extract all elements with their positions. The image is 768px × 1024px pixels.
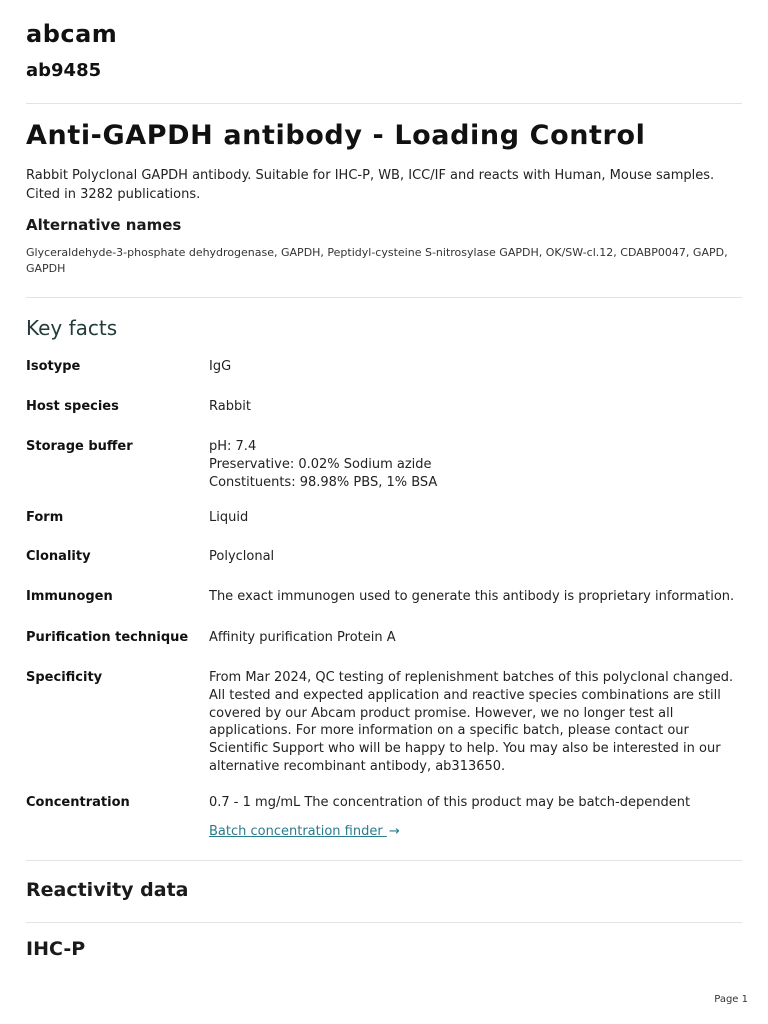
value-line: The exact immunogen used to generate this antibody is proprietary information. [209,589,735,604]
divider [26,860,742,861]
key-fact-value-specificity [209,669,739,776]
key-fact-value-concentration [209,794,739,812]
value-line: Polyclonal [209,549,275,564]
value-line: Scientific Support who will be happy to help. You may also be interested in our [209,741,721,757]
arrow-right-icon: → [388,824,400,839]
batch-concentration-finder-link[interactable] [209,824,400,839]
abcam-logo[interactable]: abcam [26,20,118,48]
value-line: From Mar 2024, QC testing of replenishment batches of this polyclonal changed. [209,670,734,685]
value-line: 0.7 - 1 mg/mL The concentration of this product may be batch-dependent [209,795,691,810]
value-line: IgG [209,359,232,374]
value-line: alternative recombinant antibody, ab313650. [209,758,506,774]
key-fact-label-storage-buffer: Storage buffer [26,439,133,454]
page-title: Anti-GAPDH antibody - Loading Control [26,120,646,151]
key-fact-label-concentration: Concentration [26,795,130,810]
key-fact-label-form: Form [26,510,64,525]
key-fact-value-form [209,509,739,527]
link-label: Batch concentration finder [209,824,383,839]
key-fact-label-clonality: Clonality [26,549,91,564]
divider [26,922,742,923]
key-facts-heading: Key facts [26,316,118,340]
page-number: Page 1 [714,994,748,1005]
value-line: Liquid [209,510,249,525]
reactivity-data-heading: Reactivity data [26,879,189,901]
value-line: Affinity purification Protein A [209,630,396,645]
key-fact-value-storage-buffer [209,438,739,491]
key-fact-label-immunogen: Immunogen [26,589,113,604]
value-line: applications. For more information on a specific batch, please contact our [209,723,689,739]
product-summary: Rabbit Polyclonal GAPDH antibody. Suitable for IHC-P, WB, ICC/IF and reacts with Human, Mouse samples. Cited in 3282 publications. [26,168,715,202]
value-line: All tested and expected application and reactive species combinations are still [209,687,721,703]
divider [26,103,742,104]
key-fact-label-isotype: Isotype [26,359,81,374]
key-fact-value-clonality [209,548,739,566]
product-code: ab9485 [26,60,102,81]
key-fact-value-immunogen [209,588,739,606]
alternative-names-heading: Alternative names [26,216,182,234]
divider [26,297,742,298]
key-fact-value-isotype [209,358,739,376]
value-line: covered by our Abcam product promise. However, we no longer test all [209,705,674,721]
value-line: Rabbit [209,399,251,414]
key-fact-label-specificity: Specificity [26,670,103,685]
value-line: pH: 7.4 [209,439,257,454]
value-line: Constituents: 98.98% PBS, 1% BSA [209,474,438,490]
alternative-names-text: Glyceraldehyde-3-phosphate dehydrogenase, GAPDH, Peptidyl-cysteine S-nitrosylase GAPDH, OK/SW-cl.12, CDABP0047, GAPD, GAPDH [26,246,728,275]
value-line: Preservative: 0.02% Sodium azide [209,456,432,472]
ihc-p-heading: IHC-P [26,938,86,960]
key-fact-label-purification: Purification technique [26,630,189,645]
key-fact-value-host-species [209,398,739,416]
key-fact-label-host-species: Host species [26,399,119,414]
key-fact-value-purification [209,629,739,647]
